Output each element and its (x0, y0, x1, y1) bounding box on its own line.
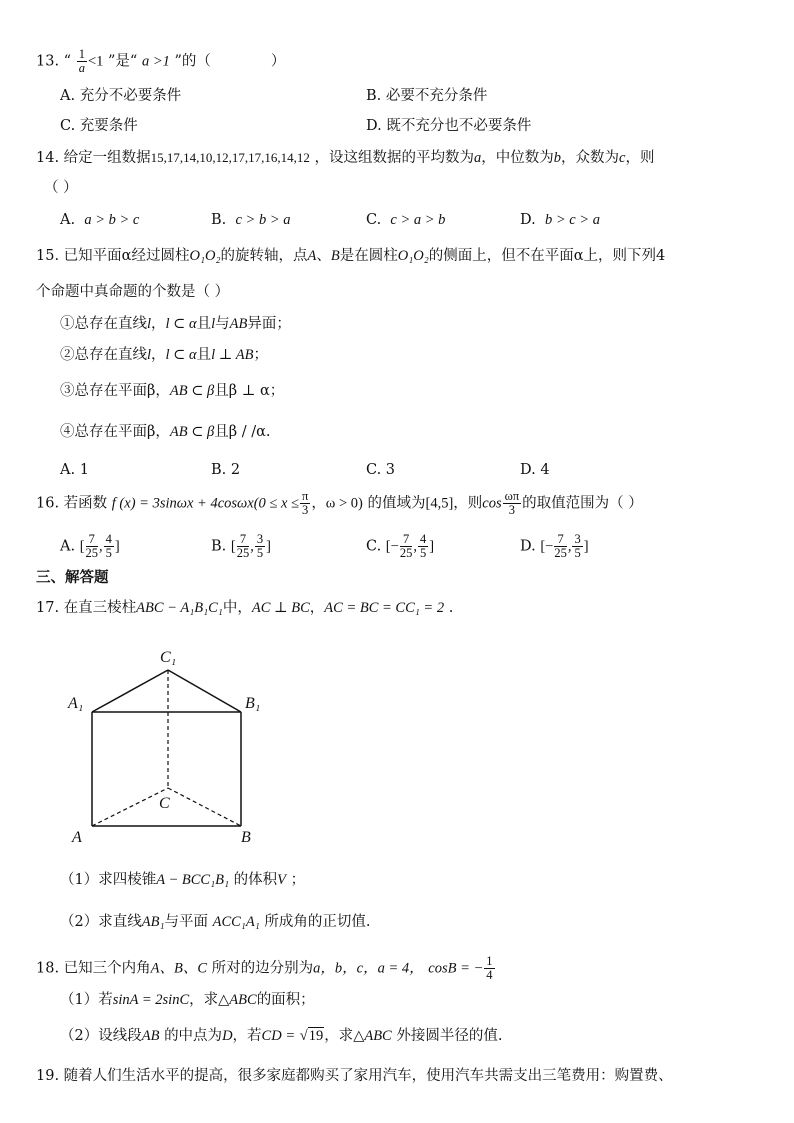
q17-part-1: （1）求四棱锥A − BCC₁B₁ 的体积V ； (60, 872, 306, 888)
q15-option-c: C. 3 (366, 462, 396, 478)
q13-number: 13. (36, 53, 60, 70)
edge-c-b (168, 788, 241, 826)
label-c1: C₁ (160, 649, 177, 666)
q15-statement-1: ①总存在直线l，l ⊂ α且l与AB异面； (60, 316, 291, 332)
q16-stem: 16. 若函数 f (x) = 3sinωx + 4cosωx(0 ≤ x ≤ $\frac{\pi}{3}$ ，ω > 0) 的值域为[4,5]，则cos $\frac{\omega\pi}{3}$ 的取值范围为（ ） (36, 489, 643, 518)
q16-option-d: D. [− $\frac{7}{25}$ , $\frac{3}{5}$ ] (520, 532, 589, 561)
q13-stem: 13. “ $\frac{1}{a}$ <1 ”是“ a >1 ”的（ ） (36, 47, 286, 76)
q13-option-b: B. 必要不充分条件 (366, 88, 488, 104)
q15-option-a: A. 1 (60, 462, 89, 478)
q13-option-d: D. 既不充分也不必要条件 (366, 118, 532, 134)
q16-option-b: B. [ $\frac{7}{25}$ , $\frac{3}{5}$ ] (211, 532, 271, 561)
q15-option-b: B. 2 (211, 462, 241, 478)
q14-paren: （ ） (44, 180, 78, 196)
label-a: A (72, 829, 82, 846)
edge-c1-b1 (168, 670, 241, 712)
q18-stem: 18. 已知三个内角A、B、C 所对的边分别为a，b，c，a = 4， cosB = − $\frac{1}{4}$ (36, 954, 493, 983)
q15-statement-3: ③总存在平面β，AB ⊂ β且β ⊥ α； (60, 383, 285, 399)
q13-option-c: C. 充要条件 (60, 118, 138, 134)
q16-number: 16. (36, 495, 60, 512)
q14-option-d: D. b > c > a (520, 212, 600, 228)
q14-data: 15,17,14,10,12,17,17,16,14,12 (150, 150, 310, 165)
label-c: C (159, 795, 170, 812)
section-title: 三、解答题 (36, 570, 109, 586)
q16-option-c: C. [− $\frac{7}{25}$ , $\frac{4}{5}$ ] (366, 532, 435, 561)
prism-figure (60, 640, 280, 850)
q15-statement-4: ④总存在平面β，AB ⊂ β且β / /α. (60, 424, 271, 440)
label-b1: B₁ (245, 695, 261, 712)
label-a1: A₁ (68, 695, 84, 712)
q19-stem: 19. 随着人们生活水平的提高，很多家庭都购买了家用汽车，使用汽车共需支出三笔费用：购置费、 (36, 1068, 673, 1084)
edge-a-c (92, 788, 168, 826)
q18-part-2: （2）设线段AB 的中点为D，若CD = √19，求△ABC 外接圆半径的值. (60, 1028, 503, 1044)
q15-statement-2: ②总存在直线l，l ⊂ α且l ⊥ AB； (60, 347, 268, 363)
q14-option-a: A. a > b > c (60, 212, 140, 228)
q14-number: 14. (36, 150, 60, 166)
q13-option-a: A. 充分不必要条件 (60, 88, 182, 104)
q17-number: 17. (36, 600, 60, 616)
q15-stem: 15. 已知平面α经过圆柱O₁O₂的旋转轴，点A、B是在圆柱O₁O₂的侧面上，但不在平面α上，则下列4 (36, 248, 666, 264)
q16-option-a: A. [ $\frac{7}{25}$ , $\frac{4}{5}$ ] (60, 532, 120, 561)
q17-stem: 17. 在直三棱柱ABC − A₁B₁C₁中，AC ⊥ BC，AC = BC = CC₁ = 2 . (36, 600, 454, 616)
q19-number: 19. (36, 1068, 60, 1084)
q15-number: 15. (36, 248, 60, 264)
q13-fraction: $\frac{1}{a}$ (78, 47, 85, 76)
edge-a1-c1 (92, 670, 168, 712)
q15-stem-line2: 个命题中真命题的个数是（ ） (36, 284, 230, 300)
q18-part-1: （1）若sinA = 2sinC，求△ABC的面积； (60, 992, 315, 1008)
q18-number: 18. (36, 960, 60, 977)
q17-part-2: （2）求直线AB₁与平面 ACC₁A₁ 所成角的正切值. (60, 914, 371, 930)
q15-option-d: D. 4 (520, 462, 550, 478)
q14-option-c: C. c > a > b (366, 212, 446, 228)
q14-option-b: B. c > b > a (211, 212, 291, 228)
q14-stem: 14. 给定一组数据15,17,14,10,12,17,17,16,14,12 ，设这组数据的平均数为a，中位数为b，众数为c，则 (36, 150, 655, 166)
label-b: B (241, 829, 251, 846)
